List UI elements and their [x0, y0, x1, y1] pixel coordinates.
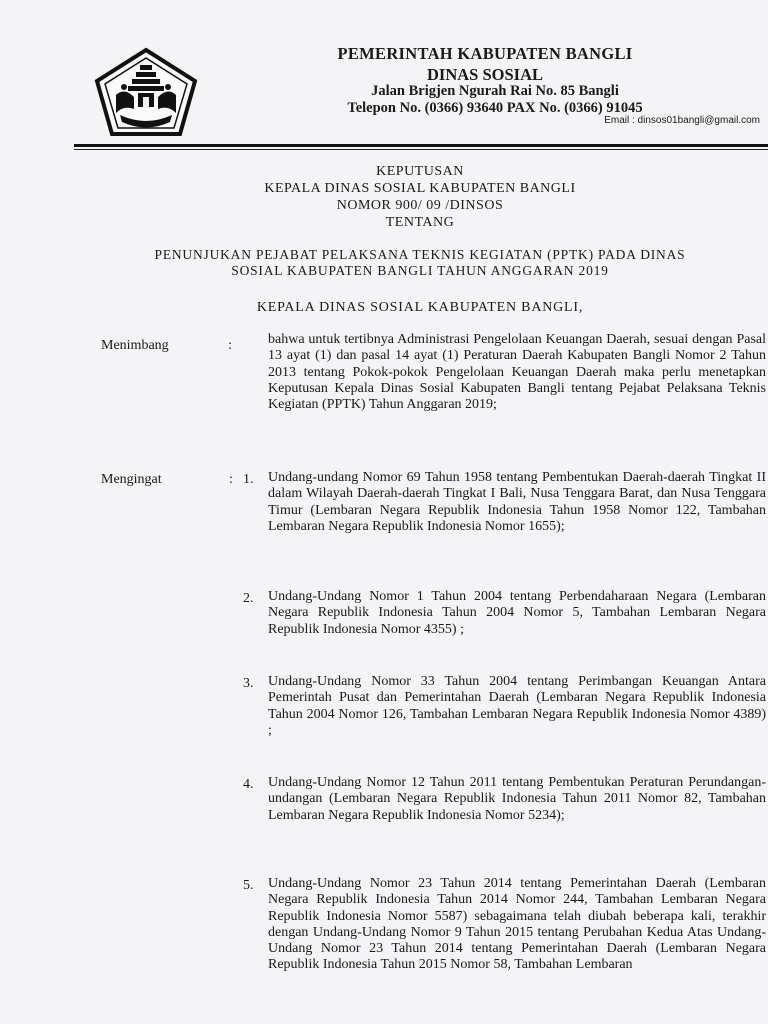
- bangli-emblem-logo: [94, 47, 198, 137]
- letterhead-rule-thin: [74, 149, 768, 150]
- menimbang-text: bahwa untuk tertibnya Administrasi Pengelolaan Keuangan Daerah, sesuai dengan Pasal 13 ayat (1) dan pasal 14 ayat (1) Peraturan Daerah Kabupaten Bangli Nomor 2 Tahun 2013 tentang Pokok-pokok Pengelolaan Keuangan Daerah maka perlu menetapkan Keputusan Kepala Dinas Sosial Kabupaten Bangli tentang Pejabat Pelaksana Teknis Kegiatan (PPTK) Tahun Anggaran 2019;: [268, 332, 766, 413]
- letterhead-email: Email : dinsos01bangli@gmail.com: [604, 115, 760, 126]
- mengingat-item-2-text: Undang-Undang Nomor 1 Tahun 2004 tentang Perbendaharaan Negara (Lembaran Negara Republik Indonesia Tahun 2004 Nomor 5, Tambahan Lembaran Negara Republik Indonesia Nomor 4355) ;: [268, 589, 766, 637]
- letterhead-government: PEMERINTAH KABUPATEN BANGLI: [337, 44, 633, 63]
- decree-about: TENTANG: [385, 215, 455, 230]
- decree-subject-line1: PENUNJUKAN PEJABAT PELAKSANA TEKNIS KEGIATAN (PPTK) PADA DINAS: [154, 247, 686, 262]
- decree-authority: KEPALA DINAS SOSIAL KABUPATEN BANGLI,: [256, 300, 584, 315]
- decree-heading: KEPUTUSAN: [376, 164, 464, 179]
- mengingat-item-4-number: 4.: [243, 777, 254, 792]
- mengingat-colon: :: [229, 472, 233, 487]
- menimbang-label: Menimbang: [101, 338, 169, 353]
- mengingat-item-4-text: Undang-Undang Nomor 12 Tahun 2011 tentang Pembentukan Peraturan Perundangan-undangan (Lembaran Negara Republik Indonesia Tahun 2011 Nomor 82, Tambahan Lembaran Negara Republik Indonesia Nomor 5234);: [268, 775, 766, 823]
- mengingat-item-3-number: 3.: [243, 676, 254, 691]
- menimbang-colon: :: [228, 338, 232, 353]
- decree-subject-line2: SOSIAL KABUPATEN BANGLI TAHUN ANGGARAN 2019: [231, 263, 609, 278]
- mengingat-item-3-text: Undang-Undang Nomor 33 Tahun 2004 tentang Perimbangan Keuangan Antara Pemerintah Pusat dan Pemerintahan Daerah (Lembaran Negara Republik Indonesia Tahun 2004 Nomor 126, Tambahan Lembaran Negara Republik Indonesia Nomor 4389) ;: [268, 674, 766, 738]
- mengingat-item-1-text: Undang-undang Nomor 69 Tahun 1958 tentang Pembentukan Daerah-daerah Tingkat II dalam Wilayah Daerah-daerah Tingkat I Bali, Nusa Tenggara Barat, dan Nusa Tenggara Timur (Lembaran Negara Republik Indonesia Tahun 1958 Nomor 122, Tambahan Lembaran Negara Republik Indonesia Nomor 1655);: [268, 470, 766, 534]
- decree-number: NOMOR 900/ 09 /DINSOS: [336, 198, 504, 213]
- mengingat-item-5-number: 5.: [243, 878, 254, 893]
- decree-issuer: KEPALA DINAS SOSIAL KABUPATEN BANGLI: [264, 181, 576, 196]
- mengingat-label: Mengingat: [101, 472, 162, 487]
- mengingat-item-2-number: 2.: [243, 591, 254, 606]
- mengingat-item-1-number: 1.: [243, 472, 254, 487]
- mengingat-item-5-text: Undang-Undang Nomor 23 Tahun 2014 tentang Pemerintahan Daerah (Lembaran Negara Republik Indonesia Tahun 2014 Nomor 244, Tambahan Lembaran Negara Republik Indonesia Nomor 5587) sebagaimana telah diubah beberapa kali, terakhir dengan Undang-Undang Nomor 9 Tahun 2015 tentang Perubahan Kedua Atas Undang-Undang Nomor 23 Tahun 2014 tentang Pemerintahan Daerah (Lembaran Negara Republik Indonesia Tahun 2015 Nomor 58, Tambahan Lembaran: [268, 876, 766, 973]
- letterhead-phone: Telepon No. (0366) 93640 PAX No. (0366) 91045: [347, 100, 643, 116]
- letterhead-rule-thick: [74, 144, 768, 147]
- letterhead-office: DINAS SOSIAL: [427, 65, 543, 84]
- letterhead-address: Jalan Brigjen Ngurah Rai No. 85 Bangli: [371, 83, 619, 99]
